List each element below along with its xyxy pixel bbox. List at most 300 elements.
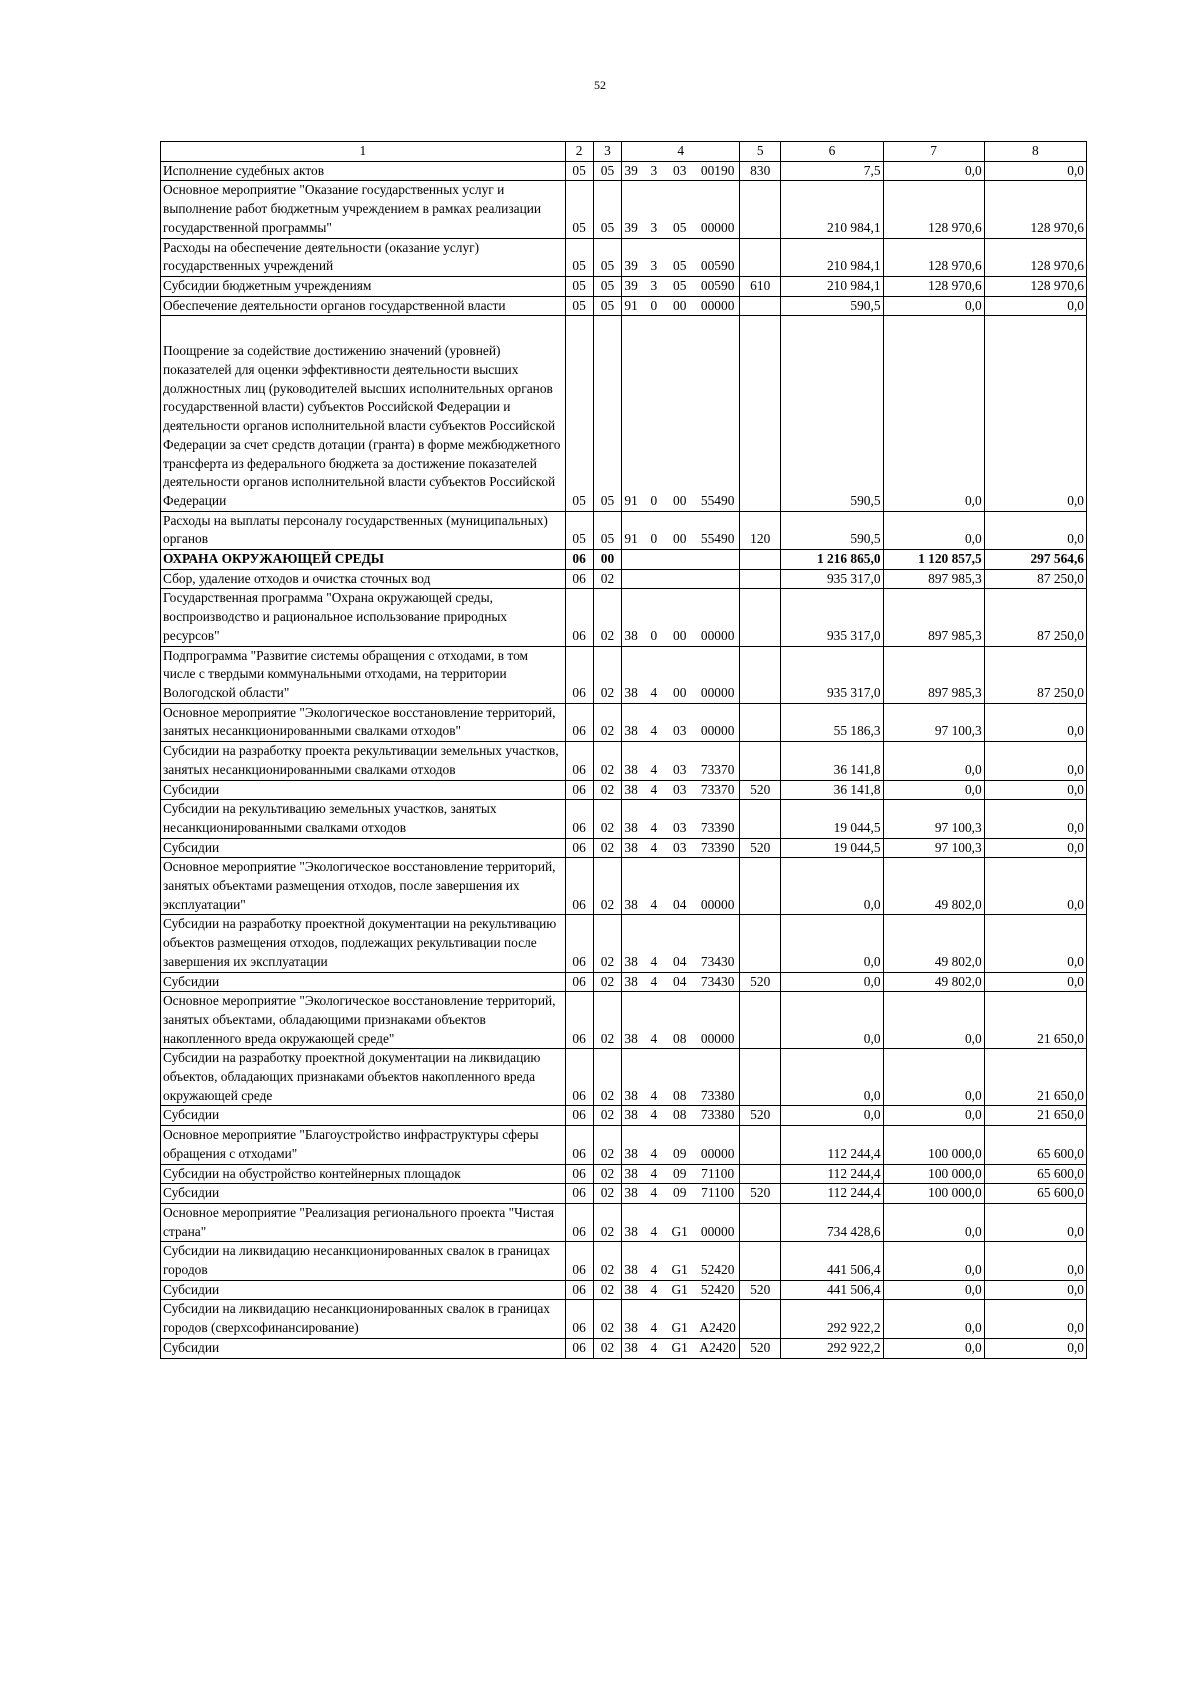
row-value-7: 128 970,6 (883, 276, 984, 296)
row-activity: 09 (663, 1164, 696, 1184)
row-direction: 73380 (696, 1106, 739, 1126)
row-subprogram: 4 (645, 1164, 664, 1184)
table-row (161, 276, 1087, 296)
row-program: 38 (622, 646, 645, 703)
row-name: Исполнение судебных актов (161, 161, 566, 181)
row-subsection: 02 (593, 1338, 622, 1358)
row-direction: 71100 (696, 1164, 739, 1184)
row-subprogram: 4 (645, 780, 664, 800)
row-subprogram: 4 (645, 1338, 664, 1358)
row-value-6: 0,0 (781, 1106, 883, 1126)
row-value-6: 36 141,8 (781, 780, 883, 800)
row-subprogram: 4 (645, 1300, 664, 1338)
row-name: Субсидии (161, 1184, 566, 1204)
row-direction: 00000 (696, 1126, 739, 1164)
row-value-6: 112 244,4 (781, 1126, 883, 1164)
row-section: 06 (565, 1164, 593, 1184)
row-value-8: 0,0 (984, 703, 1086, 741)
table-row (161, 1242, 1087, 1280)
row-direction: 00000 (696, 1203, 739, 1241)
row-expense-type: 610 (740, 276, 781, 296)
row-value-7: 0,0 (883, 1203, 984, 1241)
header-col-4: 4 (622, 142, 740, 162)
row-expense-type: 520 (740, 1184, 781, 1204)
row-value-6: 19 044,5 (781, 800, 883, 838)
row-value-8: 0,0 (984, 1300, 1086, 1338)
row-expense-type (740, 550, 781, 570)
row-section: 06 (565, 1338, 593, 1358)
row-direction: 52420 (696, 1242, 739, 1280)
row-section: 06 (565, 589, 593, 646)
header-col-8: 8 (984, 142, 1086, 162)
row-subprogram: 4 (645, 1242, 664, 1280)
row-subsection: 02 (593, 858, 622, 915)
row-value-7: 897 985,3 (883, 569, 984, 589)
row-value-7: 0,0 (883, 511, 984, 549)
row-value-8: 0,0 (984, 972, 1086, 992)
table-row (161, 1280, 1087, 1300)
row-subsection: 02 (593, 780, 622, 800)
row-program: 91 (622, 511, 645, 549)
row-activity: 05 (663, 276, 696, 296)
row-subsection: 00 (593, 550, 622, 570)
row-subprogram (645, 569, 664, 589)
row-subsection: 02 (593, 800, 622, 838)
row-program: 38 (622, 589, 645, 646)
row-value-6: 210 984,1 (781, 276, 883, 296)
row-value-8: 0,0 (984, 1203, 1086, 1241)
row-subprogram: 4 (645, 1049, 664, 1106)
row-subprogram: 0 (645, 589, 664, 646)
row-value-7: 97 100,3 (883, 703, 984, 741)
row-subprogram: 4 (645, 972, 664, 992)
row-subsection: 02 (593, 972, 622, 992)
row-name: Расходы на обеспечение деятельности (оказание услуг) государственных учреждений (161, 238, 566, 276)
row-value-6: 935 317,0 (781, 646, 883, 703)
row-value-6: 210 984,1 (781, 238, 883, 276)
row-subsection: 02 (593, 703, 622, 741)
row-section: 06 (565, 838, 593, 858)
row-direction (696, 550, 739, 570)
row-value-8: 128 970,6 (984, 181, 1086, 238)
row-value-6: 210 984,1 (781, 181, 883, 238)
row-program: 39 (622, 181, 645, 238)
table-row (161, 181, 1087, 238)
row-direction: 73430 (696, 915, 739, 972)
row-name: Субсидии на ликвидацию несанкционированных свалок в границах городов (сверхсофинансирование) (161, 1300, 566, 1338)
row-value-8: 21 650,0 (984, 1106, 1086, 1126)
row-direction: 52420 (696, 1280, 739, 1300)
row-section: 05 (565, 511, 593, 549)
row-program: 38 (622, 800, 645, 838)
row-section: 06 (565, 703, 593, 741)
table-row (161, 238, 1087, 276)
table-row (161, 838, 1087, 858)
row-value-6: 734 428,6 (781, 1203, 883, 1241)
row-name: Расходы на выплаты персоналу государственных (муниципальных) органов (161, 511, 566, 549)
row-subprogram: 0 (645, 316, 664, 511)
budget-table (160, 141, 1087, 1359)
row-expense-type (740, 858, 781, 915)
row-direction: 00000 (696, 181, 739, 238)
row-value-6: 0,0 (781, 915, 883, 972)
row-direction: 73370 (696, 742, 739, 780)
row-program: 38 (622, 838, 645, 858)
row-direction: 73370 (696, 780, 739, 800)
table-header-row (161, 142, 1087, 162)
row-subsection: 02 (593, 992, 622, 1049)
row-value-8: 65 600,0 (984, 1184, 1086, 1204)
row-direction: 71100 (696, 1184, 739, 1204)
row-value-8: 128 970,6 (984, 238, 1086, 276)
row-subsection: 05 (593, 181, 622, 238)
row-subprogram: 4 (645, 1126, 664, 1164)
row-subsection: 02 (593, 1300, 622, 1338)
row-subprogram: 4 (645, 1184, 664, 1204)
row-direction: 00000 (696, 589, 739, 646)
row-subsection: 02 (593, 589, 622, 646)
table-row (161, 646, 1087, 703)
row-section: 06 (565, 1300, 593, 1338)
row-activity: 08 (663, 1106, 696, 1126)
row-activity: 05 (663, 181, 696, 238)
table-row (161, 550, 1087, 570)
row-expense-type (740, 742, 781, 780)
row-program: 38 (622, 1049, 645, 1106)
row-subprogram: 4 (645, 703, 664, 741)
row-value-8: 0,0 (984, 915, 1086, 972)
row-program: 38 (622, 1126, 645, 1164)
row-value-6: 1 216 865,0 (781, 550, 883, 570)
row-value-8: 0,0 (984, 858, 1086, 915)
row-value-6: 55 186,3 (781, 703, 883, 741)
row-activity: G1 (663, 1280, 696, 1300)
row-subprogram: 4 (645, 1106, 664, 1126)
row-section: 05 (565, 276, 593, 296)
row-value-8: 87 250,0 (984, 569, 1086, 589)
row-value-7: 100 000,0 (883, 1126, 984, 1164)
table-row (161, 800, 1087, 838)
row-value-8: 65 600,0 (984, 1126, 1086, 1164)
row-section: 06 (565, 1049, 593, 1106)
row-value-7: 0,0 (883, 316, 984, 511)
row-section: 06 (565, 1106, 593, 1126)
row-direction: 73380 (696, 1049, 739, 1106)
row-subsection: 02 (593, 1106, 622, 1126)
row-subsection: 05 (593, 276, 622, 296)
table-row (161, 972, 1087, 992)
row-program: 38 (622, 1106, 645, 1126)
row-program: 38 (622, 703, 645, 741)
row-section: 06 (565, 858, 593, 915)
row-direction: A2420 (696, 1338, 739, 1358)
row-value-7: 0,0 (883, 1242, 984, 1280)
table-row (161, 1126, 1087, 1164)
row-program: 39 (622, 161, 645, 181)
row-subprogram: 4 (645, 1203, 664, 1241)
row-subsection: 02 (593, 1242, 622, 1280)
table-body (161, 161, 1087, 1358)
row-program: 38 (622, 972, 645, 992)
row-subsection: 02 (593, 1049, 622, 1106)
table-row (161, 703, 1087, 741)
row-expense-type: 520 (740, 1106, 781, 1126)
row-program: 38 (622, 742, 645, 780)
table-row (161, 915, 1087, 972)
row-activity (663, 569, 696, 589)
row-section: 06 (565, 972, 593, 992)
row-subprogram (645, 550, 664, 570)
row-program: 38 (622, 1338, 645, 1358)
row-expense-type: 520 (740, 780, 781, 800)
row-program: 91 (622, 296, 645, 316)
row-expense-type: 120 (740, 511, 781, 549)
table-row (161, 316, 1087, 511)
row-value-6: 7,5 (781, 161, 883, 181)
row-section: 05 (565, 296, 593, 316)
row-direction: 73390 (696, 800, 739, 838)
row-name: Основное мероприятие "Реализация регионального проекта "Чистая страна" (161, 1203, 566, 1241)
row-name: Субсидии (161, 838, 566, 858)
row-value-7: 97 100,3 (883, 800, 984, 838)
row-name: Субсидии на ликвидацию несанкционированных свалок в границах городов (161, 1242, 566, 1280)
row-expense-type (740, 181, 781, 238)
row-section: 06 (565, 1280, 593, 1300)
row-activity: 00 (663, 316, 696, 511)
row-activity: 09 (663, 1184, 696, 1204)
row-activity: 00 (663, 646, 696, 703)
row-value-7: 0,0 (883, 992, 984, 1049)
row-direction: 55490 (696, 316, 739, 511)
row-subprogram: 3 (645, 238, 664, 276)
row-expense-type: 520 (740, 1338, 781, 1358)
row-value-6: 292 922,2 (781, 1300, 883, 1338)
row-value-7: 100 000,0 (883, 1164, 984, 1184)
table-row (161, 1300, 1087, 1338)
table-row (161, 296, 1087, 316)
row-section: 06 (565, 1184, 593, 1204)
row-name: Государственная программа "Охрана окружающей среды, воспроизводство и рациональное использование природных ресурсов" (161, 589, 566, 646)
row-subprogram: 3 (645, 161, 664, 181)
row-name: Субсидии на рекультивацию земельных участков, занятых несанкционированными свалками отходов (161, 800, 566, 838)
row-activity: 03 (663, 742, 696, 780)
row-activity: 00 (663, 296, 696, 316)
table-row (161, 161, 1087, 181)
row-expense-type (740, 992, 781, 1049)
row-name: Субсидии (161, 780, 566, 800)
row-value-6: 36 141,8 (781, 742, 883, 780)
row-section: 06 (565, 569, 593, 589)
row-subprogram: 4 (645, 915, 664, 972)
table-row (161, 858, 1087, 915)
header-col-5: 5 (740, 142, 781, 162)
row-value-8: 0,0 (984, 838, 1086, 858)
row-activity: 04 (663, 915, 696, 972)
page-number: 52 (594, 78, 606, 92)
table-row (161, 780, 1087, 800)
row-name: Основное мероприятие "Оказание государственных услуг и выполнение работ бюджетным учреждением в рамках реализации государственной программы" (161, 181, 566, 238)
row-value-6: 0,0 (781, 992, 883, 1049)
row-activity: 03 (663, 780, 696, 800)
row-value-6: 935 317,0 (781, 589, 883, 646)
table-row (161, 1106, 1087, 1126)
row-value-7: 97 100,3 (883, 838, 984, 858)
row-subsection: 02 (593, 1126, 622, 1164)
row-value-8: 0,0 (984, 1338, 1086, 1358)
row-value-8: 128 970,6 (984, 276, 1086, 296)
row-direction: 00190 (696, 161, 739, 181)
row-program: 38 (622, 858, 645, 915)
row-section: 06 (565, 780, 593, 800)
row-value-6: 590,5 (781, 316, 883, 511)
row-value-6: 441 506,4 (781, 1242, 883, 1280)
row-direction: 73390 (696, 838, 739, 858)
row-value-7: 0,0 (883, 742, 984, 780)
row-direction: 00590 (696, 238, 739, 276)
table-row (161, 1164, 1087, 1184)
row-value-7: 0,0 (883, 1280, 984, 1300)
row-program: 38 (622, 780, 645, 800)
row-subsection: 02 (593, 1203, 622, 1241)
row-value-7: 897 985,3 (883, 646, 984, 703)
row-expense-type (740, 1164, 781, 1184)
row-activity: 05 (663, 238, 696, 276)
row-value-7: 49 802,0 (883, 972, 984, 992)
table-row (161, 1203, 1087, 1241)
row-activity: G1 (663, 1203, 696, 1241)
row-direction: 00000 (696, 992, 739, 1049)
row-program: 38 (622, 1242, 645, 1280)
header-col-7: 7 (883, 142, 984, 162)
row-section: 06 (565, 742, 593, 780)
row-expense-type: 520 (740, 838, 781, 858)
row-name: Субсидии на обустройство контейнерных площадок (161, 1164, 566, 1184)
row-name: Субсидии бюджетным учреждениям (161, 276, 566, 296)
row-subsection: 02 (593, 1164, 622, 1184)
row-expense-type: 520 (740, 1280, 781, 1300)
row-expense-type (740, 316, 781, 511)
row-activity (663, 550, 696, 570)
row-activity: 03 (663, 800, 696, 838)
row-name: Субсидии (161, 1280, 566, 1300)
row-direction (696, 569, 739, 589)
row-expense-type (740, 915, 781, 972)
row-program: 91 (622, 316, 645, 511)
row-value-7: 1 120 857,5 (883, 550, 984, 570)
table-row (161, 511, 1087, 549)
row-value-8: 0,0 (984, 742, 1086, 780)
row-value-7: 0,0 (883, 296, 984, 316)
row-activity: 04 (663, 858, 696, 915)
row-section: 06 (565, 1126, 593, 1164)
table-row (161, 1184, 1087, 1204)
row-section: 05 (565, 161, 593, 181)
row-direction: 00590 (696, 276, 739, 296)
row-name: Основное мероприятие "Экологическое восстановление территорий, занятых объектами, обладающими признаками объектов накопленного вреда окружающей среде" (161, 992, 566, 1049)
row-value-7: 100 000,0 (883, 1184, 984, 1204)
row-value-8: 0,0 (984, 780, 1086, 800)
row-subsection: 05 (593, 238, 622, 276)
row-subprogram: 0 (645, 511, 664, 549)
row-direction: 00000 (696, 296, 739, 316)
row-section: 06 (565, 915, 593, 972)
row-value-8: 0,0 (984, 161, 1086, 181)
row-expense-type (740, 569, 781, 589)
row-subsection: 02 (593, 915, 622, 972)
row-direction: 55490 (696, 511, 739, 549)
row-name: Сбор, удаление отходов и очистка сточных вод (161, 569, 566, 589)
row-subsection: 02 (593, 742, 622, 780)
header-col-3: 3 (593, 142, 622, 162)
table-row (161, 992, 1087, 1049)
row-section: 06 (565, 992, 593, 1049)
row-value-7: 128 970,6 (883, 181, 984, 238)
row-name: Субсидии (161, 972, 566, 992)
row-section: 06 (565, 550, 593, 570)
row-subprogram: 0 (645, 296, 664, 316)
row-value-8: 87 250,0 (984, 646, 1086, 703)
row-value-6: 112 244,4 (781, 1164, 883, 1184)
row-subsection: 02 (593, 1280, 622, 1300)
row-subprogram: 4 (645, 838, 664, 858)
row-expense-type (740, 703, 781, 741)
row-direction: 00000 (696, 646, 739, 703)
row-value-6: 590,5 (781, 511, 883, 549)
row-section: 06 (565, 800, 593, 838)
row-value-8: 21 650,0 (984, 1049, 1086, 1106)
row-name: Субсидии на разработку проекта рекультивации земельных участков, занятых несанкционированными свалками отходов (161, 742, 566, 780)
row-value-8: 21 650,0 (984, 992, 1086, 1049)
row-program (622, 550, 645, 570)
row-value-8: 87 250,0 (984, 589, 1086, 646)
row-value-6: 0,0 (781, 858, 883, 915)
row-value-6: 19 044,5 (781, 838, 883, 858)
row-expense-type (740, 646, 781, 703)
row-subsection: 05 (593, 511, 622, 549)
row-activity: 03 (663, 161, 696, 181)
row-value-7: 0,0 (883, 780, 984, 800)
row-value-8: 65 600,0 (984, 1164, 1086, 1184)
row-value-6: 112 244,4 (781, 1184, 883, 1204)
row-program: 39 (622, 276, 645, 296)
row-subsection: 02 (593, 1184, 622, 1204)
row-program: 38 (622, 915, 645, 972)
row-name: Субсидии на разработку проектной документации на ликвидацию объектов, обладающих признаками объектов накопленного вреда окружающей среде (161, 1049, 566, 1106)
row-program: 38 (622, 1280, 645, 1300)
row-section: 05 (565, 181, 593, 238)
row-name: Основное мероприятие "Экологическое восстановление территорий, занятых несанкционированными свалками отходов" (161, 703, 566, 741)
table-row (161, 589, 1087, 646)
table-row (161, 569, 1087, 589)
row-value-8: 0,0 (984, 296, 1086, 316)
row-subsection: 02 (593, 569, 622, 589)
row-value-7: 0,0 (883, 1049, 984, 1106)
row-section: 06 (565, 646, 593, 703)
row-value-7: 0,0 (883, 1338, 984, 1358)
row-name: Субсидии (161, 1338, 566, 1358)
row-subprogram: 4 (645, 800, 664, 838)
row-section: 05 (565, 316, 593, 511)
row-value-6: 292 922,2 (781, 1338, 883, 1358)
row-value-7: 0,0 (883, 161, 984, 181)
row-subsection: 02 (593, 838, 622, 858)
row-direction: 00000 (696, 858, 739, 915)
row-name: Субсидии на разработку проектной документации на рекультивацию объектов размещения отходов, подлежащих рекультивации после завершения их эксплуатации (161, 915, 566, 972)
row-subsection: 05 (593, 296, 622, 316)
row-direction: 00000 (696, 703, 739, 741)
row-expense-type (740, 1203, 781, 1241)
row-activity: 00 (663, 511, 696, 549)
